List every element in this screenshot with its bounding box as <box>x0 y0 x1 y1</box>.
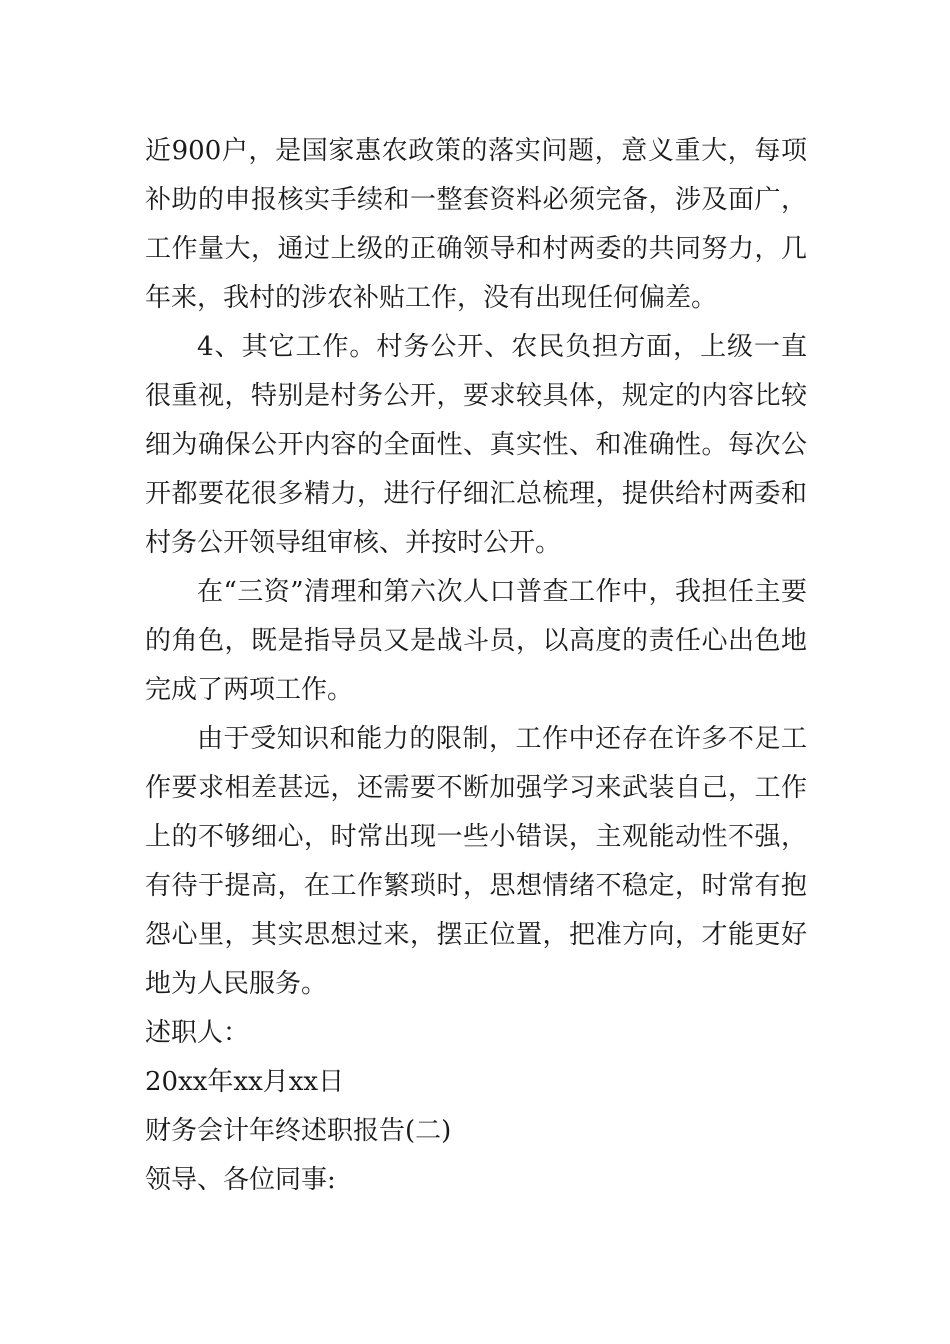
paragraph-shortcomings: 由于受知识和能力的限制，工作中还存在许多不足工作要求相差甚远，还需要不断加强学习来武装自己，工作上的不够细心，时常出现一些小错误，主观能动性不强，有待于提高，在工作繁琐时，思想情绪不稳定，时常有抱怨心里，其实思想过来，摆正位置，把准方向，才能更好地为人民服务。 <box>145 724 807 999</box>
document-body <box>145 127 807 1205</box>
paragraph-census-work: 在“三资”清理和第六次人口普查工作中，我担任主要的角色，既是指导员又是战斗员，以高度的责任心出色地完成了两项工作。 <box>145 577 807 705</box>
greeting: 领导、各位同事: <box>145 1165 336 1195</box>
next-report-title: 财务会计年终述职报告(二) <box>145 1116 452 1146</box>
signature-label: 述职人： <box>145 1018 250 1048</box>
paragraph-continuation: 近900户，是国家惠农政策的落实问题，意义重大，每项补助的申报核实手续和一整套资料必须完备，涉及面广，工作量大，通过上级的正确领导和村两委的共同努力，几年来，我村的涉农补贴工作，没有出现任何偏差。 <box>145 136 807 313</box>
paragraph-other-work: 4、其它工作。村务公开、农民负担方面，上级一直很重视，特别是村务公开，要求较具体，规定的内容比较细为确保公开内容的全面性、真实性、和准确性。每次公开都要花很多精力，进行仔细汇总梳理，提供给村两委和村务公开领导组审核、并按时公开。 <box>145 332 807 558</box>
report-date: 20xx年xx月xx日 <box>145 1067 345 1097</box>
